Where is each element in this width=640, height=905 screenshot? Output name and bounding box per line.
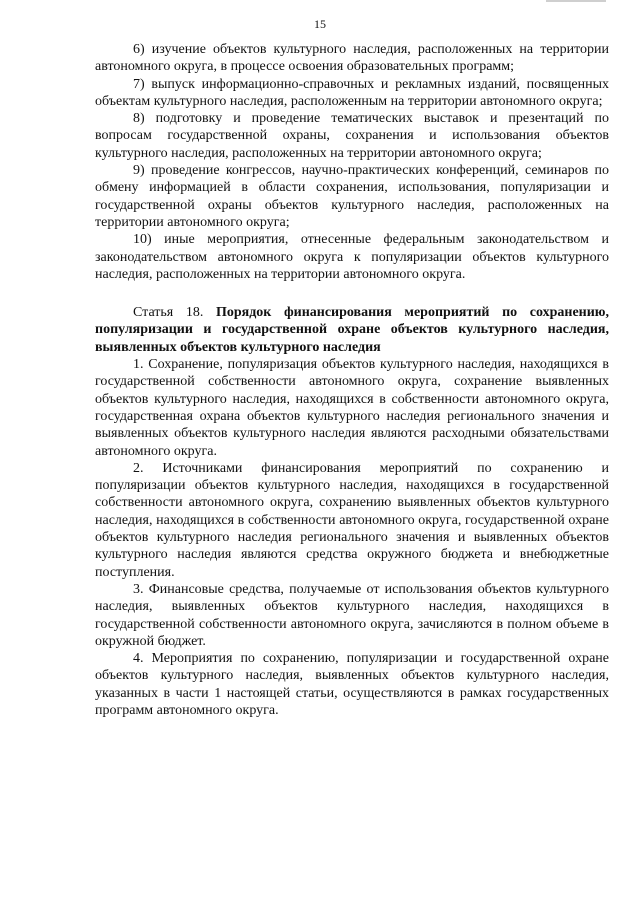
- clause-3: 3. Финансовые средства, получаемые от использования объектов культурного наследия, выявленных объектов культурного наследия, находящихся в государственной собственности автономного округа, зачисляются в полном объеме в окружной бюджет.: [95, 581, 609, 649]
- article-title: Порядок финансирования мероприятий по сохранению, популяризации и государственной охране объектов культурного наследия, выявленных объектов культурного наследия: [95, 305, 609, 355]
- clause-2: 2. Источниками финансирования мероприятий по сохранению и популяризации объектов культурного наследия, находящихся в государственной собственности автономного округа, сохранению выявленных объектов культурного наследия, находящихся в собственности автономного округа, государственной охране объектов культурного наследия регионального значения и выявленных объектов культурного наследия являются средства окружного бюджета и внебюджетные поступления.: [95, 460, 609, 580]
- scan-edge-mark: [546, 0, 606, 2]
- list-item-8: 8) подготовку и проведение тематических выставок и презентаций по вопросам государственной охраны, сохранения и использования объектов культурного наследия, расположенных на территории автономного округа;: [95, 111, 609, 161]
- clause-1: 1. Сохранение, популяризация объектов культурного наследия, находящихся в государственной собственности автономного округа, сохранение выявленных объектов культурного наследия, находящихся в собственности автономного округа, государственная охрана объектов культурного наследия регионального значения и выявленных объектов культурного наследия являются расходными обязательствами автономного округа.: [95, 357, 609, 459]
- list-item-6: 6) изучение объектов культурного наследия, расположенных на территории автономного округа, в процессе освоения образовательных программ;: [95, 42, 609, 75]
- article-heading: [95, 304, 609, 356]
- list-item-9: 9) проведение конгрессов, научно-практических конференций, семинаров по обмену информацией в области сохранения, использования, популяризации и государственной охраны объектов культурного наследия, расположенных на территории автономного округа;: [95, 163, 609, 230]
- page-number: 15: [314, 17, 326, 31]
- clause-4: 4. Мероприятия по сохранению, популяризации и государственной охране объектов культурного наследия, выявленных объектов культурного наследия, указанных в части 1 настоящей статьи, осуществляются в рамках государственных программ автономного округа.: [95, 651, 609, 718]
- document-text: [95, 41, 609, 719]
- list-item-10: 10) иные мероприятия, отнесенные федеральным законодательством и законодательством автономного округа к популяризации объектов культурного наследия, расположенных на территории автономного округа.: [95, 232, 609, 282]
- list-item-7: 7) выпуск информационно-справочных и рекламных изданий, посвященных объектам культурного наследия, расположенным на территории автономного округа;: [95, 76, 609, 109]
- article-label: Статья 18.: [133, 305, 204, 321]
